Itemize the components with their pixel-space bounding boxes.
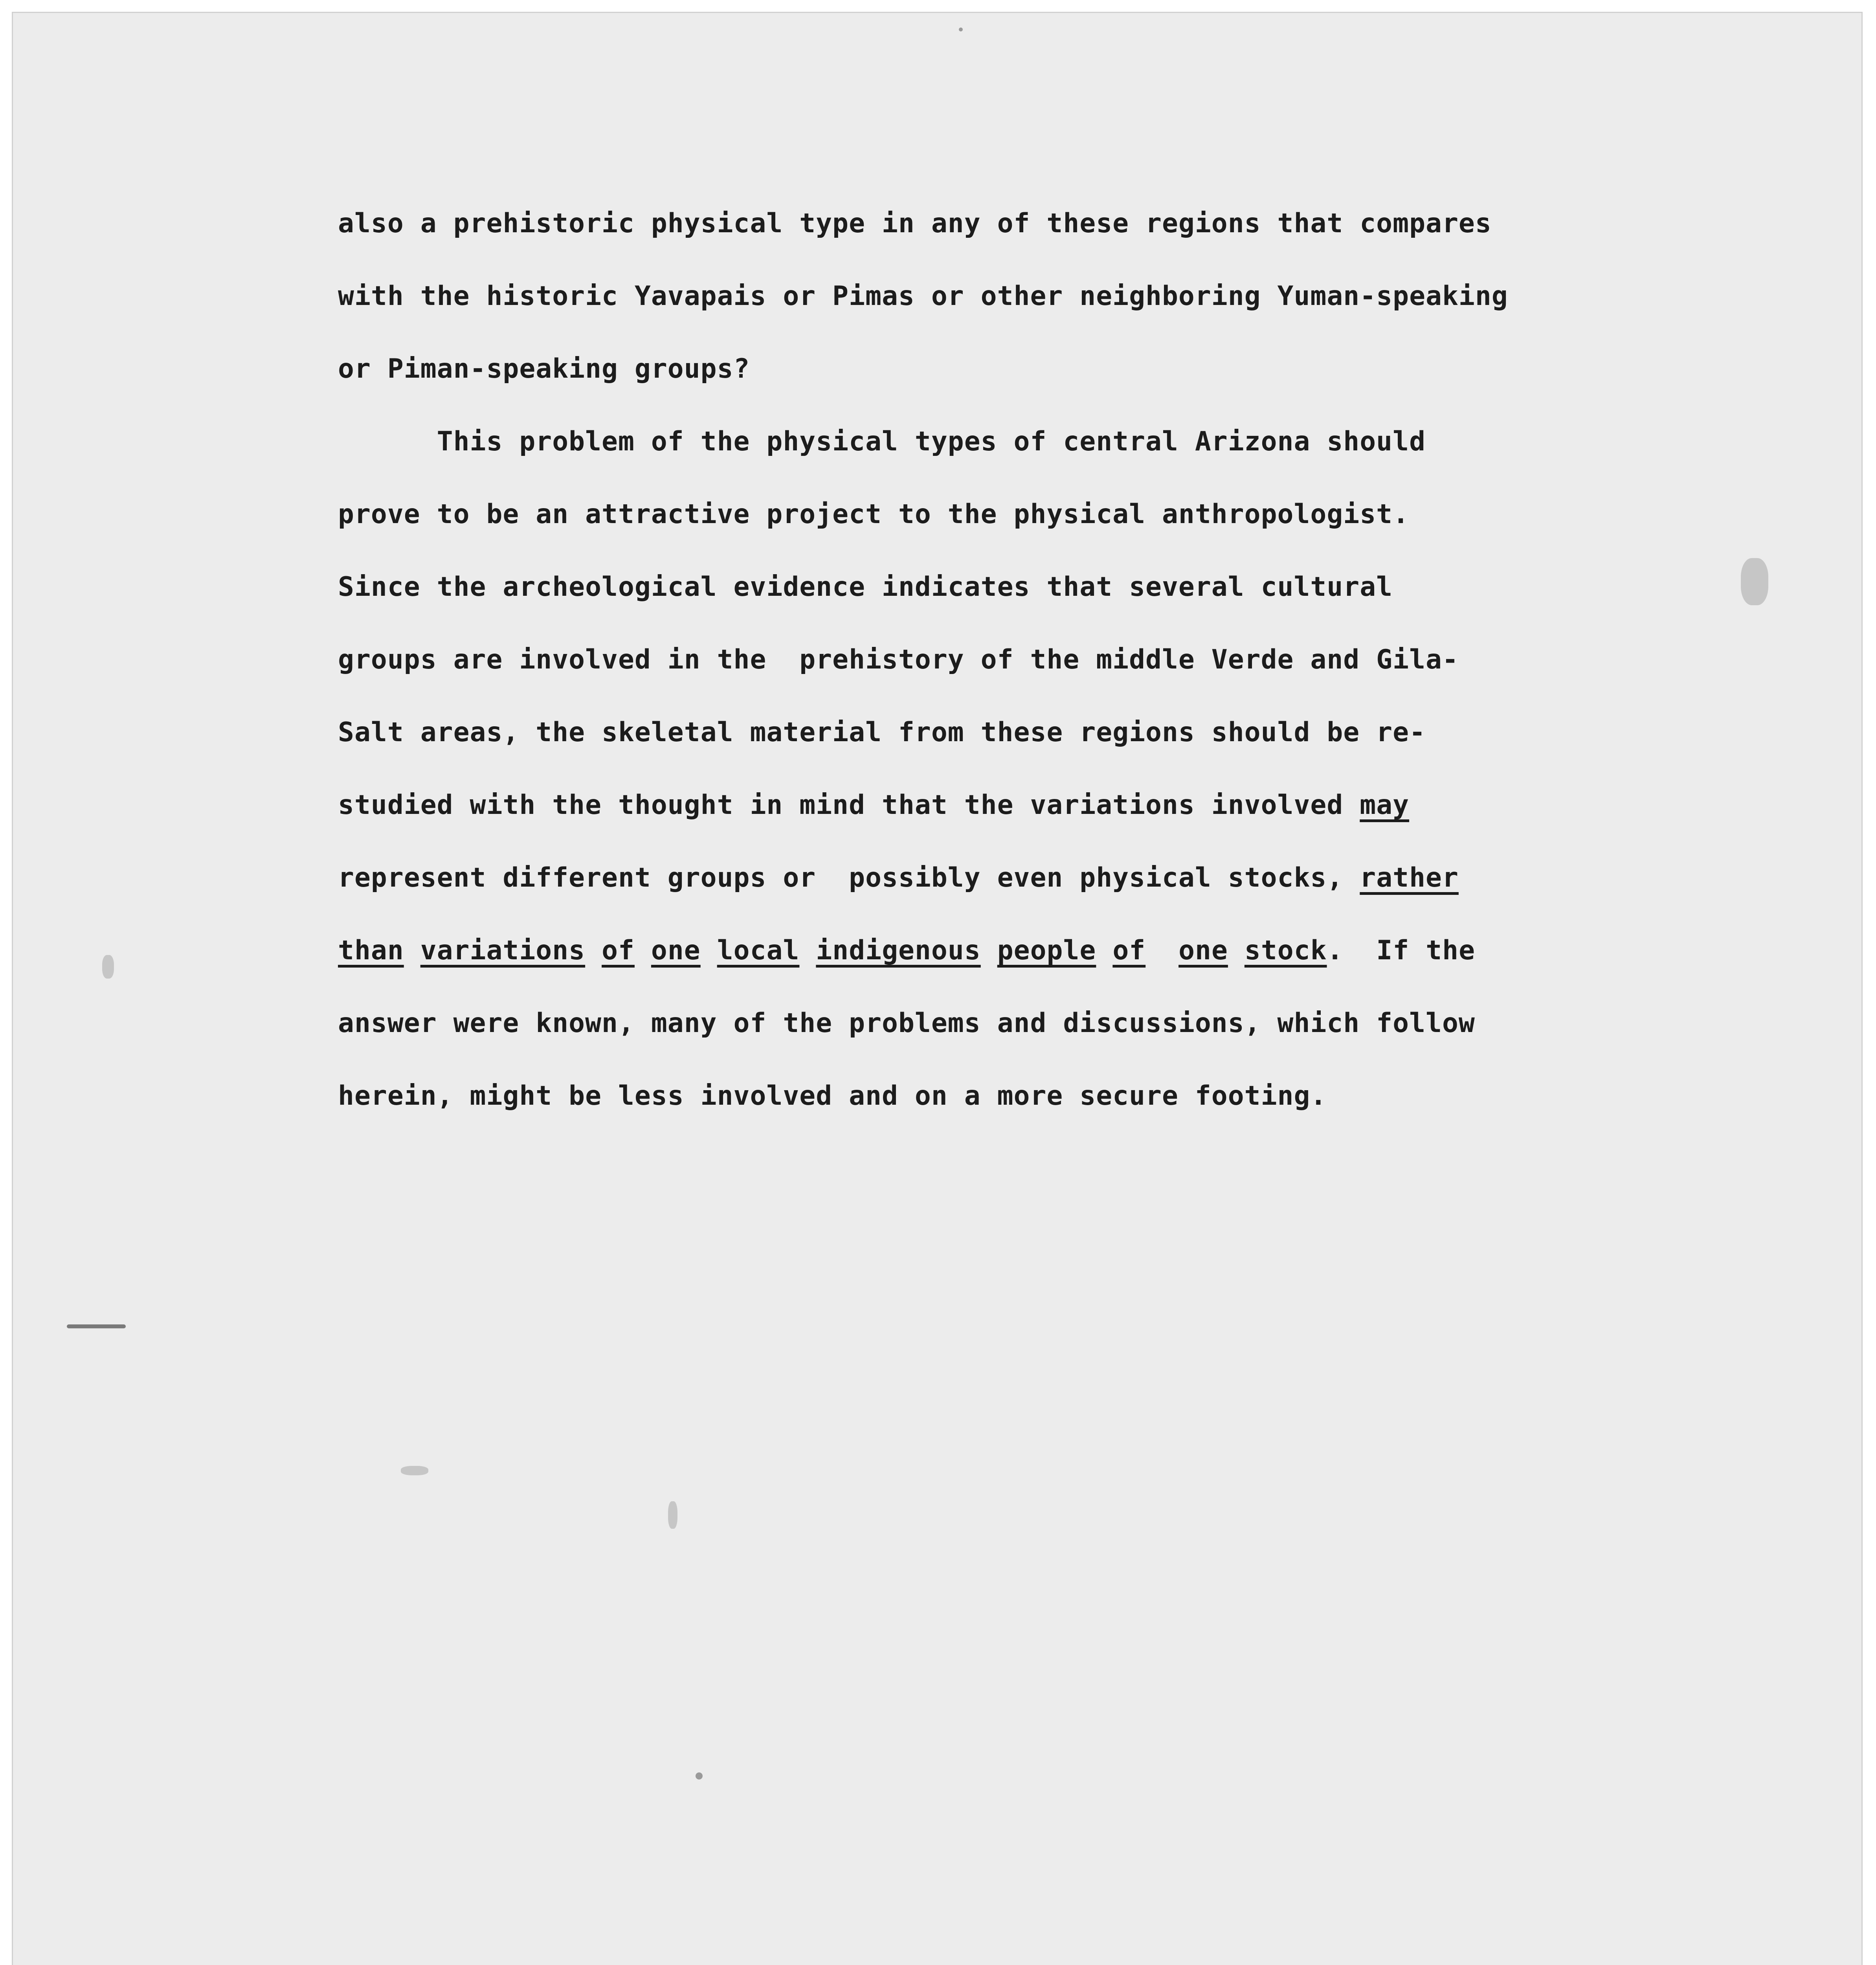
text-segment: represent different groups or possibly even physical stocks, [338, 862, 1360, 893]
text-line: Salt areas, the skeletal material from these regions should be re- [338, 717, 1426, 748]
paper-smudge [401, 1466, 428, 1475]
underlined-word: stock [1244, 935, 1327, 966]
paper-smudge [102, 955, 114, 979]
underlined-word: of [1112, 935, 1146, 966]
underlined-word: rather [1360, 862, 1459, 893]
underlined-word: people [997, 935, 1096, 966]
text-segment: . If the [1327, 935, 1476, 966]
text-line: Since the archeological evidence indicates that several cultural [338, 571, 1393, 602]
text-line [338, 792, 1409, 819]
text-line: with the historic Yavapais or Pimas or other neighboring Yuman-speaking [338, 281, 1508, 312]
underlined-word: may [1360, 790, 1410, 821]
underlined-word: local [717, 935, 800, 966]
underlined-word: indigenous [816, 935, 981, 966]
text-line: or Piman-speaking groups? [338, 353, 750, 384]
paper-speck [959, 28, 963, 31]
paper-smudge [1741, 558, 1768, 605]
underlined-word: than [338, 935, 404, 966]
text-line: This problem of the physical types of central Arizona should [338, 426, 1426, 457]
paper-speck [67, 1324, 126, 1328]
text-line [338, 862, 1459, 893]
underlined-word: variations [420, 935, 586, 966]
underlined-word: one [651, 935, 701, 966]
text-line: groups are involved in the prehistory of the middle Verde and Gila- [338, 644, 1459, 675]
text-segment: studied with the thought in mind that the variations involved [338, 790, 1360, 821]
document-page [12, 12, 1863, 1965]
text-line: also a prehistoric physical type in any of these regions that compares [338, 208, 1492, 239]
underlined-word: one [1178, 935, 1228, 966]
text-line: herein, might be less involved and on a more secure footing. [338, 1080, 1327, 1111]
paper-speck [696, 1772, 703, 1780]
paper-smudge [668, 1501, 677, 1529]
text-line: prove to be an attractive project to the physical anthropologist. [338, 499, 1410, 530]
text-line [338, 937, 1475, 964]
text-line: answer were known, many of the problems and discussions, which follow [338, 1008, 1475, 1039]
underlined-word: of [602, 935, 635, 966]
